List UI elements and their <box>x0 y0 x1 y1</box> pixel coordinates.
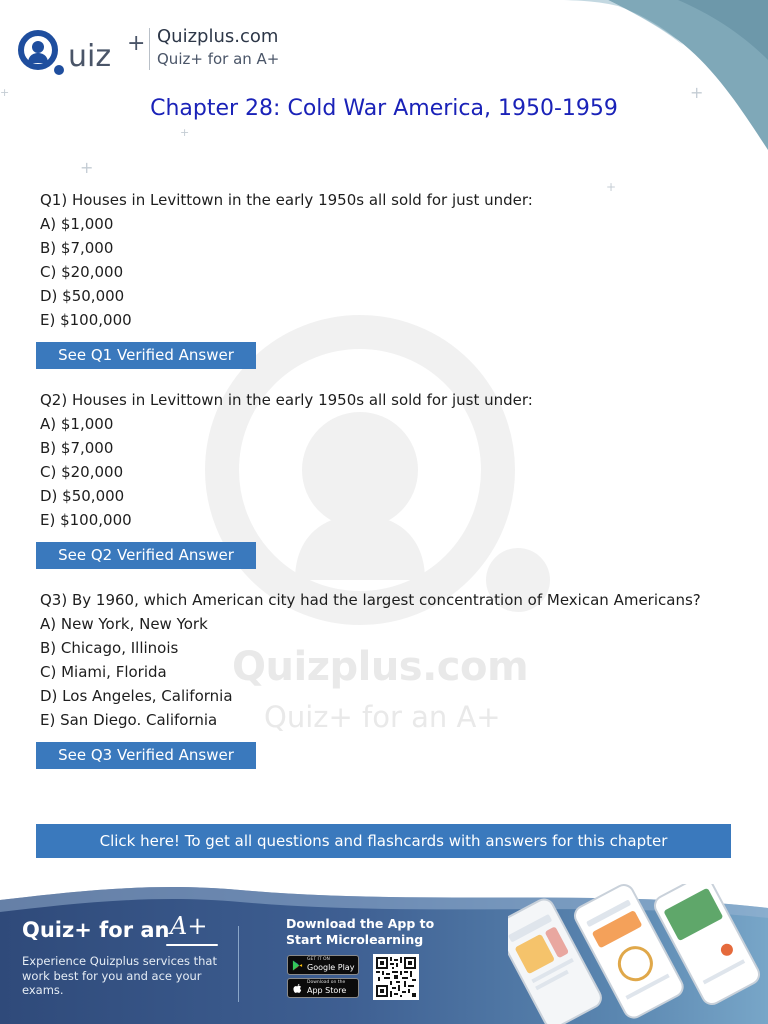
answer-option: A) $1,000 <box>40 215 114 233</box>
google-play-icon <box>292 960 303 971</box>
download-line-2: Start Microlearning <box>286 932 424 947</box>
footer-title: Quiz+ for an <box>22 918 170 942</box>
see-q2-answer-button[interactable]: See Q2 Verified Answer <box>36 542 256 569</box>
question-text: Q2) Houses in Levittown in the early 1950s all sold for just under: <box>40 391 533 409</box>
aplus-underline <box>166 944 218 946</box>
answer-option: C) Miami, Florida <box>40 663 167 681</box>
corner-wave-decoration <box>548 0 768 150</box>
svg-text:uiz: uiz <box>68 39 112 74</box>
answer-option: C) $20,000 <box>40 263 124 281</box>
answer-option: A) New York, New York <box>40 615 208 633</box>
see-q3-answer-button[interactable]: See Q3 Verified Answer <box>36 742 256 769</box>
chapter-title: Chapter 28: Cold War America, 1950-1959 <box>150 96 618 121</box>
question-3 <box>40 588 701 732</box>
quizplus-logo-icon[interactable] <box>14 26 154 78</box>
download-heading <box>286 916 456 948</box>
answer-option: D) $50,000 <box>40 287 125 305</box>
app-store-button[interactable] <box>287 978 359 998</box>
question-text: Q3) By 1960, which American city had the largest concentration of Mexican Americans? <box>40 591 701 609</box>
app-store-label: App Store <box>307 986 347 995</box>
footer-divider <box>238 926 239 1002</box>
answer-option: C) $20,000 <box>40 463 124 481</box>
app-store-small-text: Download on the <box>307 980 346 985</box>
footer-aplus: A+ <box>170 912 208 940</box>
answer-option: E) San Diego. California <box>40 711 218 729</box>
qr-code[interactable] <box>373 954 419 1000</box>
answer-option: E) $100,000 <box>40 511 132 529</box>
svg-text:+: + <box>127 31 146 56</box>
answer-option: B) Chicago, Illinois <box>40 639 179 657</box>
get-all-questions-button[interactable]: Click here! To get all questions and flashcards with answers for this chapter <box>36 824 731 858</box>
see-q1-answer-button[interactable]: See Q1 Verified Answer <box>36 342 256 369</box>
question-text: Q1) Houses in Levittown in the early 1950s all sold for just under: <box>40 191 533 209</box>
answer-option: D) Los Angeles, California <box>40 687 233 705</box>
google-play-label: Google Play <box>307 963 355 972</box>
question-1 <box>40 188 533 332</box>
download-line-1: Download the App to <box>286 916 435 931</box>
footer-description: Experience Quizplus services that work best for you and ace your exams. <box>22 954 217 997</box>
watermark-tagline: Quiz+ for an A+ <box>264 700 501 734</box>
answer-option: E) $100,000 <box>40 311 132 329</box>
plus-decoration: + <box>690 83 704 102</box>
answer-option: A) $1,000 <box>40 415 114 433</box>
logo-divider <box>149 28 150 70</box>
question-2 <box>40 388 533 532</box>
google-play-button[interactable] <box>287 955 359 975</box>
plus-decoration: + <box>0 86 10 99</box>
site-name[interactable]: Quizplus.com <box>157 26 279 47</box>
plus-decoration: + <box>180 126 190 139</box>
plus-decoration: + <box>606 180 617 194</box>
answer-option: B) $7,000 <box>40 239 114 257</box>
phone-mockups <box>508 884 768 1024</box>
google-play-small-text: GET IT ON <box>307 957 330 962</box>
plus-decoration: + <box>80 158 94 177</box>
answer-option: D) $50,000 <box>40 487 125 505</box>
answer-option: B) $7,000 <box>40 439 114 457</box>
watermark-site: Quizplus.com <box>232 644 529 690</box>
apple-icon <box>292 983 303 994</box>
footer-banner <box>0 878 768 1024</box>
site-tagline: Quiz+ for an A+ <box>157 50 280 68</box>
